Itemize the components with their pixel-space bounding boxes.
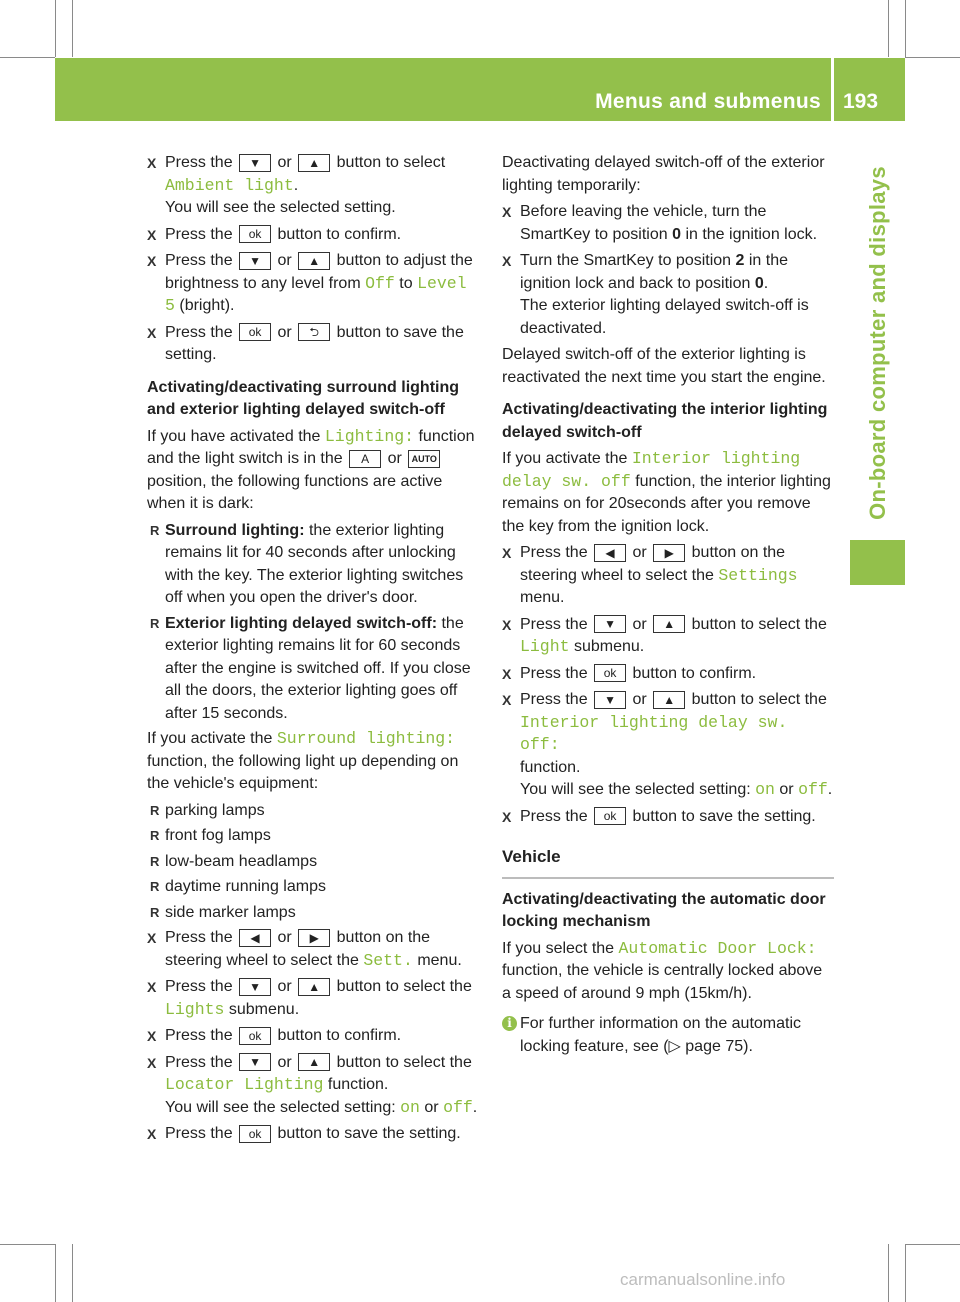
crop-mark [905,0,906,57]
step: X Press the ◀ or ▶ button on the steering wheel to select the Settings menu. [502,542,834,610]
up-key-icon: ▲ [653,615,685,633]
section-title: Vehicle [502,846,834,879]
page-title: Menus and submenus [595,90,821,113]
list-item: R Exterior lighting delayed switch-off: the exterior lighting remains lit for 60 seconds after the engine is switched off. If you close all the doors, the exterior lighting goes off after 15 seconds. [147,613,483,726]
crop-mark [888,1244,889,1302]
paragraph: If you have activated the Lighting: function and the light switch is in the A or AUTO position, the following functions are active when it is dark: [147,426,475,512]
crop-mark [905,57,960,58]
menu-term: Sett. [363,950,413,970]
step: X Press the ok button to confirm. [147,224,483,247]
section-heading: Activating/deactivating the interior lighting delayed switch-off [502,401,828,441]
step: X Press the ▼ or ▲ button to select the Light submenu. [502,614,834,659]
menu-term: on [755,780,775,799]
left-key-icon: ◀ [594,544,626,562]
list-item: R front fog lamps [147,825,483,848]
paragraph: Delayed switch-off of the exterior lighting is reactivated the next time you start the engine. [502,346,826,386]
down-key-icon: ▼ [594,691,626,709]
crop-mark [0,1244,55,1245]
step: X Press the ▼ or ▲ button to select the Lights submenu. [147,976,483,1021]
list-item: R parking lamps [147,800,483,823]
down-key-icon: ▼ [239,978,271,996]
paragraph: If you activate the Surround lighting: function, the following light up depending on the vehicle's equipment: [147,729,459,792]
page-number: 193 [843,90,879,113]
right-column [502,152,834,1058]
up-key-icon: ▲ [298,154,330,172]
menu-term: off [443,1097,473,1117]
step: X Press the ok button to confirm. [147,1025,483,1048]
crop-mark [905,1244,906,1302]
step: X Press the ok button to save the setting. [147,1123,483,1146]
up-key-icon: ▲ [298,1053,330,1071]
step: X Press the ◀ or ▶ button on the steering wheel to select the Sett. menu. [147,927,483,972]
ok-key-icon: ok [594,664,626,682]
paragraph: If you activate the Interior lighting delay sw. off function, the interior lighting remains on for 20seconds after you remove the key from the ignition lock. [502,449,831,535]
menu-term: Ambient light [165,175,294,195]
crop-mark [905,1244,960,1245]
ok-key-icon: ok [594,807,626,825]
menu-term: Interior lighting delay sw. off [502,449,801,491]
up-key-icon: ▲ [653,691,685,709]
light-switch-icon: A [349,450,381,468]
menu-term: Settings [718,565,798,585]
header-separator [831,58,834,121]
crop-mark [72,1244,73,1302]
crop-mark [55,1244,56,1302]
crop-mark [72,0,73,57]
watermark: carmanualsonline.info [620,1270,786,1289]
left-key-icon: ◀ [239,929,271,947]
right-key-icon: ▶ [298,929,330,947]
crop-mark [888,0,889,57]
menu-term: Lighting: [324,426,415,446]
side-tab-label: On-board computer and displays [865,165,890,520]
section-heading: Activating/deactivating surround lighting and exterior lighting delayed switch-off [147,378,460,418]
list-item: R daytime running lamps [147,876,483,899]
paragraph: If you select the Automatic Door Lock: function, the vehicle is centrally locked above a speed of around 9 mph (15km/h). [502,938,823,1002]
ok-key-icon: ok [239,225,271,243]
list-item: R side marker lamps [147,902,483,925]
step: X Press the ▼ or ▲ button to select Ambient light. You will see the selected setting. [147,152,483,220]
menu-term: Automatic Door Lock: [618,938,817,958]
step: X Press the ok button to save the setting. [502,806,834,829]
menu-term: off [798,780,828,799]
down-key-icon: ▼ [239,1053,271,1071]
ok-key-icon: ok [239,1027,271,1045]
menu-term: Surround lighting: [276,729,456,748]
menu-term: Lights [165,999,225,1019]
menu-term: Light [520,637,570,656]
menu-term: on [400,1097,420,1117]
down-key-icon: ▼ [239,252,271,270]
side-tab [848,155,908,530]
list-item: R Surround lighting: the exterior lighting remains lit for 40 seconds after unlocking with the key. The exterior lighting switches off when you open the driver's door. [147,520,483,610]
header-bar [55,58,905,121]
menu-term: Interior lighting delay sw. off: [520,712,788,754]
info-icon: i [502,1016,517,1031]
list-item: R low-beam headlamps [147,851,483,874]
side-tab-marker [850,540,905,585]
menu-term: Locator Lighting [165,1075,324,1094]
step: X Press the ok button to confirm. [502,663,834,686]
step: X Press the ▼ or ▲ button to select the Interior lighting delay sw. off: function. You will see the selected setting: on or off. [502,689,834,802]
menu-term: Level 5 [165,273,467,315]
info-note: i For further information on the automatic locking feature, see (▷ page 75). [502,1013,834,1058]
left-column [147,152,483,1150]
menu-term: Off [365,273,395,293]
step: X Press the ok or ⮌ button to save the setting. [147,322,483,367]
ok-key-icon: ok [239,1125,271,1143]
crop-mark [55,0,56,57]
step: X Turn the SmartKey to position 2 in the ignition lock and back to position 0. The exterior lighting delayed switch-off is deactivated. [502,250,834,340]
auto-switch-icon: AUTO [408,450,440,468]
down-key-icon: ▼ [594,615,626,633]
crop-mark [0,57,55,58]
step: X Press the ▼ or ▲ button to adjust the brightness to any level from Off to Level 5 (bright). [147,250,483,318]
step: X Press the ▼ or ▲ button to select the Locator Lighting function. You will see the selected setting: on or off. [147,1052,483,1120]
up-key-icon: ▲ [298,978,330,996]
paragraph: Deactivating delayed switch-off of the exterior lighting temporarily: [502,154,825,194]
back-key-icon: ⮌ [298,323,330,341]
right-key-icon: ▶ [653,544,685,562]
step: X Before leaving the vehicle, turn the SmartKey to position 0 in the ignition lock. [502,201,834,246]
ok-key-icon: ok [239,323,271,341]
up-key-icon: ▲ [298,252,330,270]
down-key-icon: ▼ [239,154,271,172]
section-heading: Activating/deactivating the automatic door locking mechanism [502,890,826,930]
